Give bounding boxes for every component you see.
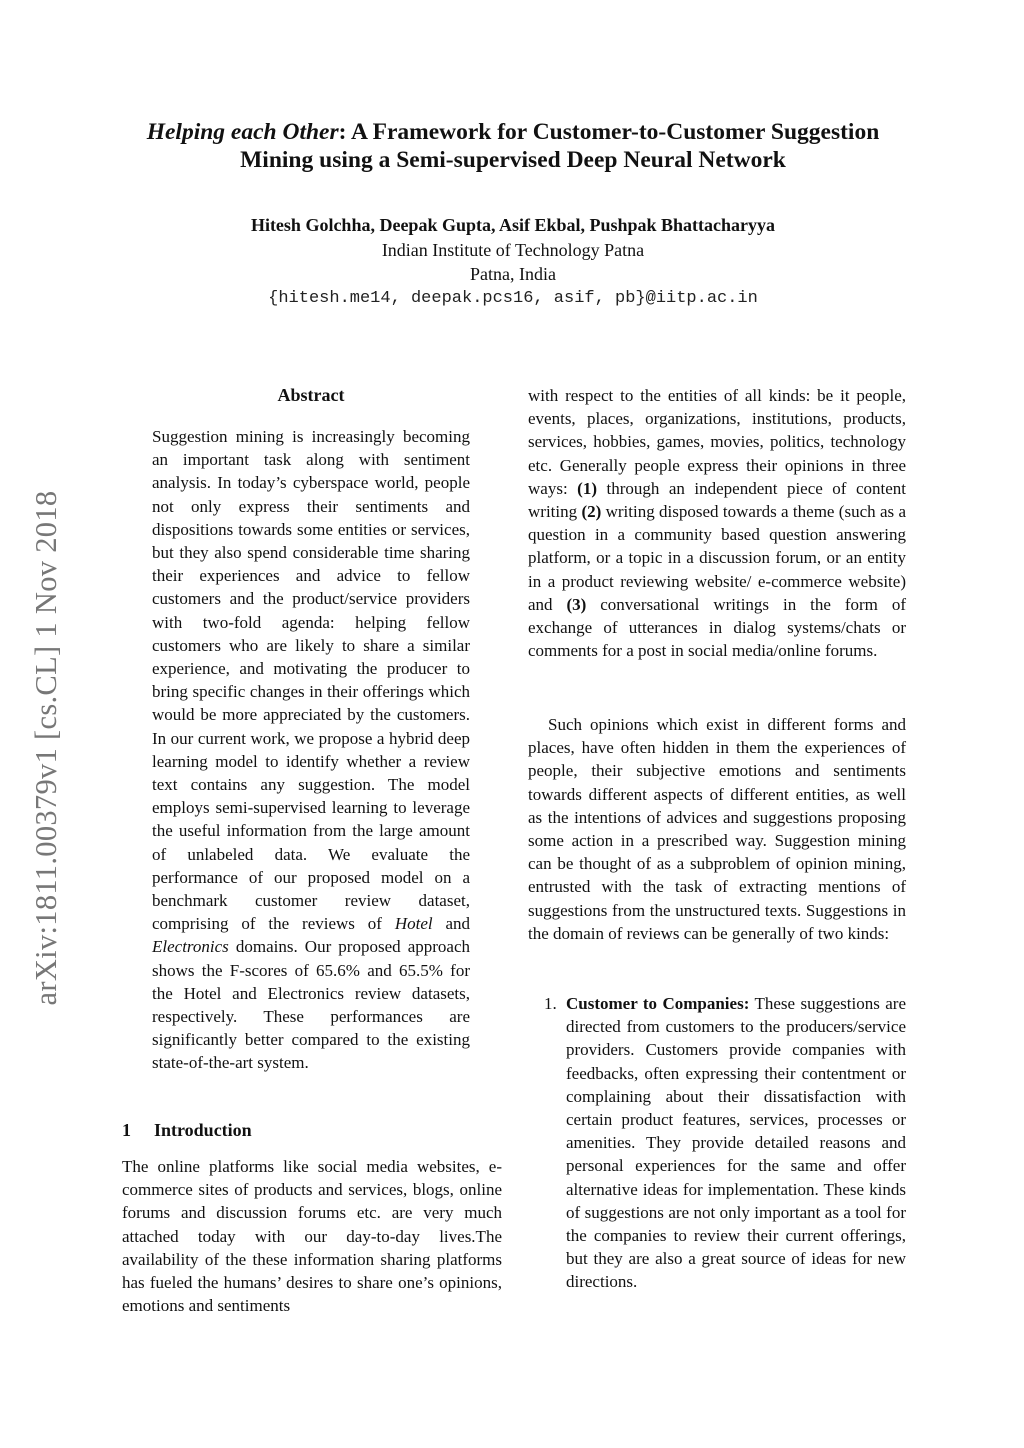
marker-2: (2) xyxy=(581,502,602,522)
marker-1: (1) xyxy=(577,478,597,498)
abstract-heading: Abstract xyxy=(277,385,345,405)
and-word: and xyxy=(432,914,471,934)
author-list: Hitesh Golchha, Deepak Gupta, Asif Ekbal, Pushpak Bhattacharyya xyxy=(250,215,776,235)
introduction-paragraph: The online platforms like social media websites, e-commerce sites of products and services, blogs, online forums and discussion forums etc. are very much attached today with our day-to-day lives.The availability of the these information sharing platforms has fueled the humans’ desires to share one’s opinions, emotions and sentiments xyxy=(122,1157,502,1316)
section-heading-introduction xyxy=(122,1118,502,1142)
title-italic-part: Helping each Other xyxy=(146,119,339,145)
abstract-text xyxy=(152,425,470,1075)
paper-title xyxy=(110,118,916,174)
list-item-label: Customer to Companies: xyxy=(566,994,750,1013)
affiliation: Indian Institute of Technology Patna xyxy=(381,240,645,260)
author-emails: {hitesh.me14, deepak.pcs16, asif, pb}@iitp.ac.in xyxy=(268,289,758,308)
title-main-part: : A Framework for Customer-to-Customer Suggestion Mining using a Semi-supervised Deep Neural Network xyxy=(240,119,880,173)
list-item-number: 1. xyxy=(544,994,557,1013)
p1-segment-d: conversational writings in the form of exchange of utterances in dialog systems/chats or comments for a post in social media/online forums. xyxy=(528,594,906,661)
p1-segment-c: writing disposed towards a theme (such as a question in a community based question answering platform, or a topic in a discussion forum, or an entity in a product reviewing website/ e-commerce website) and xyxy=(528,502,907,614)
right-column-paragraph-2: Such opinions which exist in different forms and places, have often hidden in them the experiences of people, their subjective emotions and sentiments towards different aspects of different entities, as well as the intentions of advices and suggestions proposing some action in a prescribed way. Suggestion mining can be thought of as a subproblem of opinion mining, entrusted with the task of extracting mentions of suggestions from the unstructured texts. Suggestions in the domain of reviews can be generally of two kinds: xyxy=(528,715,906,943)
abstract-body-a: Suggestion mining is increasingly becoming an important task along with sentiment analysis. In today’s cyberspace world, people not only express their sentiments and dispositions towards some entities or services, but they also spend considerable time sharing their experiences and advice to fellow customers and the product/service providers with two-fold agenda: helping fellow customers who are likely to share a similar experience, and motivating the producer to bring specific changes in their offerings which would be more appreciated by the customers. In our current work, we propose a hybrid deep learning model to identify whether a review text contains any suggestion. The model employs semi-supervised learning to leverage the useful information from the large amount of unlabeled data. We evaluate the performance of our proposed model on a benchmark customer review dataset, comprising of the reviews of xyxy=(152,427,470,934)
section-number: 1 xyxy=(122,1120,131,1140)
location: Patna, India xyxy=(470,264,556,284)
list-item-text: These suggestions are directed from customers to the producers/service providers. Customers provide companies with feedbacks, often expressing their contentment or complaining about their dissatisfaction with certain product features, services, processes or amenities. They provide detailed reasons and personal experiences for the same and offer alternative ideas for implementation. These kinds of suggestions are not only important as a tool for the companies to review their current offerings, but they are also a great source of ideas for new directions. xyxy=(566,994,906,1292)
p1-segment-a: with respect to the entities of all kinds: be it people, events, places, organizations, institutions, products, services, hobbies, games, movies, politics, technology etc. Generally people express their opinions in three ways: xyxy=(528,386,906,498)
domain-hotel: Hotel xyxy=(394,914,433,934)
abstract-body-b: domains. Our proposed approach shows the F-scores of 65.6% and 65.5% for the Hotel and Electronics review datasets, respectively. These performances are significantly better compared to the existing state-of-the-art system. xyxy=(152,937,470,1073)
domain-electronics: Electronics xyxy=(152,937,229,957)
p1-segment-b: through an independent piece of content writing xyxy=(528,478,906,522)
list-item-body xyxy=(566,992,906,1294)
marker-3: (3) xyxy=(566,594,587,614)
right-column-paragraph-1 xyxy=(528,384,906,662)
section-title: Introduction xyxy=(154,1120,252,1140)
arxiv-sidebar-stamp: arXiv:1811.00379v1 [cs.CL] 1 Nov 2018 xyxy=(29,490,63,1006)
